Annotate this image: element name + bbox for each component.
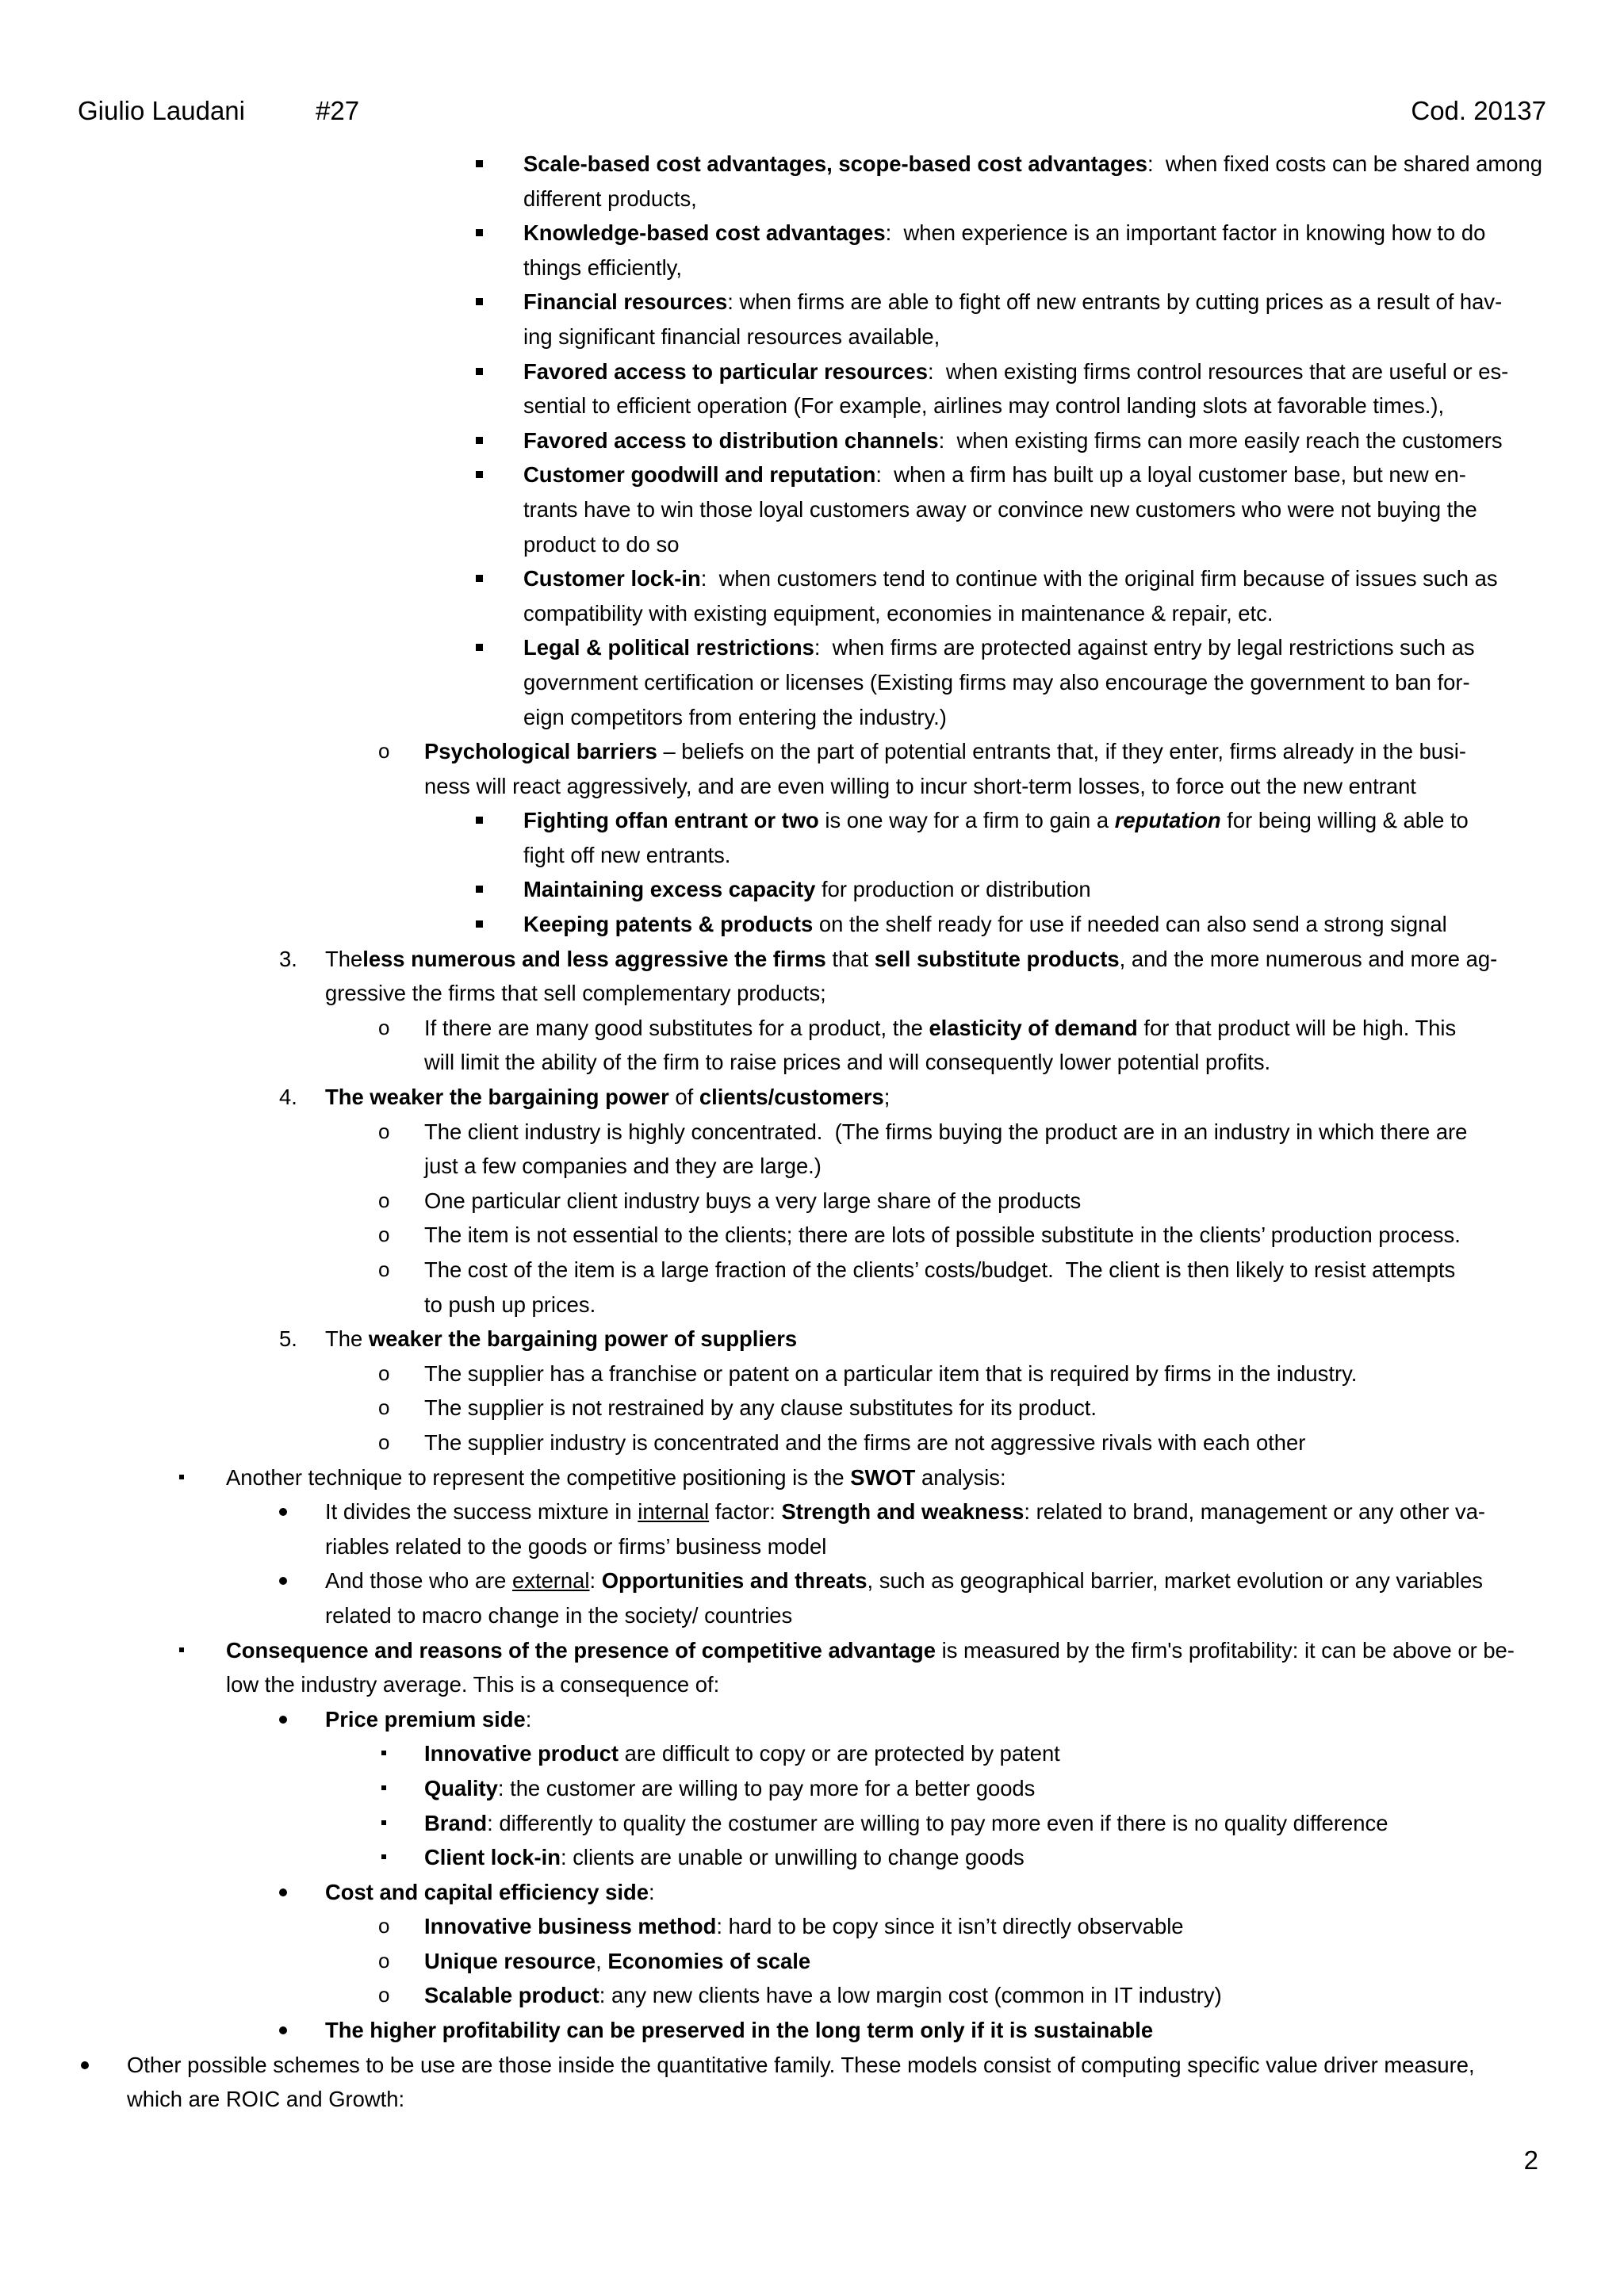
text-segment: Keeping patents & products [523,912,814,937]
text-line [424,1771,1545,1806]
text-segment: ness will react aggressively, and are even willing to incur short-term losses, to force out the new entrant [424,773,1416,798]
text-segment: related to macro change in the society/ countries [325,1602,793,1628]
text-segment: fight off new entrants. [523,842,731,867]
text-segment: : any new clients have a low margin cost (common in IT industry) [599,1983,1222,2008]
text-segment: Psychological barriers [424,739,657,764]
list-item-text [424,1425,1545,1460]
text-segment: Other possible schemes to be use are those inside the quantitative family. These models consist of computing specific value driver measure, [127,2052,1475,2077]
text-segment: factor: [709,1499,782,1525]
text-line [424,734,1545,769]
list-item [0,1460,1624,1495]
text-line [523,423,1545,458]
circle-bullet-icon: o [378,1429,390,1454]
square-bullet-icon [476,298,483,305]
list-item-text [424,1253,1545,1322]
list-item [0,2013,1624,2048]
text-line [523,320,1545,354]
small-square-bullet-icon [179,1475,184,1479]
dot-bullet-icon [279,1716,287,1724]
list-item [0,1978,1624,2013]
text-line [424,1978,1545,2013]
text-line [325,2013,1545,2048]
list-item-text [523,285,1545,354]
dot-bullet-icon [279,2026,287,2034]
circle-bullet-icon: o [378,739,390,763]
text-segment: of [668,1085,699,1110]
list-item [0,942,1624,1011]
list-item [0,1322,1624,1357]
text-segment: , and the more numerous and more ag- [1119,946,1498,971]
list-item [0,803,1624,872]
list-item-text [424,1115,1545,1184]
text-line [523,527,1545,562]
list-item [0,1702,1624,1737]
text-line [523,665,1545,700]
list-item-text [424,1944,1545,1979]
circle-bullet-icon: o [378,1395,390,1420]
text-line [523,285,1545,320]
list-item [0,423,1624,458]
text-line [523,630,1545,665]
small-square-bullet-icon [381,1820,386,1825]
text-segment: for being willing & able to [1220,808,1469,833]
text-segment: Customer goodwill and reputation [523,462,876,488]
text-segment: weaker the bargaining power of suppliers [368,1326,798,1352]
text-segment: Innovative product [424,1741,619,1766]
text-segment: on the shelf ready for use if needed can also send a strong signal [813,912,1447,937]
text-segment: The supplier has a franchise or patent on a particular item that is required by firms in the industry. [424,1360,1358,1386]
text-segment: : when fixed costs can be shared among [1147,151,1542,176]
text-line [523,388,1545,423]
list-item [0,1909,1624,1944]
text-segment: The client industry is highly concentrated. (The firms buying the product are in an industry in which there are [424,1119,1468,1144]
text-segment: : when firms are able to fight off new entrants by cutting prices as a result of hav- [727,289,1503,315]
list-item [0,457,1624,561]
list-item-text [523,354,1545,423]
list-item-text [523,907,1545,942]
list-item [0,1736,1624,1771]
list-item-text [523,561,1545,630]
list-item-text [325,1875,1545,1910]
document-body [0,147,1624,2117]
text-segment: , [596,1948,608,1973]
text-segment: ; [883,1085,891,1110]
text-segment: trants have to win those loyal customers away or convince new customers who were not buying the [523,496,1477,522]
square-bullet-icon [476,229,483,236]
text-segment: riables related to the goods or firms’ business model [325,1533,827,1559]
list-item [0,872,1624,907]
square-bullet-icon [476,160,483,167]
text-line [424,1218,1545,1253]
dot-bullet-icon [279,1508,287,1516]
text-segment: Strength and weakness [781,1499,1025,1525]
list-item-text [523,216,1545,285]
list-item-text [325,942,1545,1011]
text-line [424,1011,1545,1046]
text-segment: And those who are [325,1568,513,1594]
circle-bullet-icon: o [378,1360,390,1385]
list-item [0,1425,1624,1460]
list-item [0,1115,1624,1184]
list-item [0,216,1624,285]
text-segment: to push up prices. [424,1292,596,1317]
text-segment: different products, [523,186,697,211]
list-item-text [325,1494,1545,1563]
list-item [0,354,1624,423]
header-number: #27 [316,96,360,125]
text-segment: Another technique to represent the competitive positioning is the [226,1464,851,1490]
list-item [0,1563,1624,1632]
dot-bullet-icon [81,2061,89,2069]
text-segment: Legal & political restrictions [523,635,814,660]
text-segment: The item is not essential to the clients; there are lots of possible substitute in the clients’ production process. [424,1223,1461,1248]
list-item-text [325,1563,1545,1632]
text-segment: Maintaining excess capacity [523,877,816,902]
text-segment: that [825,946,875,971]
text-line [424,1253,1545,1288]
list-item [0,1253,1624,1322]
text-line [424,1288,1545,1322]
text-segment: Client lock-in [424,1845,561,1870]
list-item-text [325,1702,1545,1737]
text-segment: Customer lock-in [523,566,701,591]
circle-bullet-icon: o [378,1015,390,1039]
text-segment: Quality [424,1775,498,1800]
text-line [325,976,1545,1011]
list-item-text [424,1736,1545,1771]
text-segment: : when firms are protected against entry by legal restrictions such as [814,635,1475,660]
text-segment: : differently to quality the costumer are willing to pay more even if there is no quality difference [487,1810,1388,1835]
square-bullet-icon [476,575,483,582]
text-segment: eign competitors from entering the industry.) [523,704,947,729]
list-item [0,1218,1624,1253]
text-segment: : [589,1568,602,1594]
circle-bullet-icon: o [378,1119,390,1143]
list-item-text [127,2048,1545,2117]
text-segment: internal [638,1499,710,1525]
text-segment: analysis: [915,1464,1006,1490]
square-bullet-icon [476,920,483,928]
text-segment: which are ROIC and Growth: [127,2087,405,2112]
list-item-text [523,803,1545,872]
text-segment: clients/customers [699,1085,884,1110]
text-segment: The higher profitability can be preserved in the long term only if it is sustainable [325,2018,1154,2043]
text-segment: Consequence and reasons of the presence of competitive advantage [226,1637,936,1663]
small-square-bullet-icon [381,1785,386,1790]
text-segment: Price premium side [325,1706,526,1732]
text-line [424,1806,1545,1841]
dot-bullet-icon [279,1577,287,1585]
list-item [0,907,1624,942]
text-segment: product to do so [523,531,680,557]
circle-bullet-icon: o [378,1983,390,2007]
text-segment: The [325,1326,369,1352]
text-segment: Favored access to particular resources [523,358,929,384]
page-number: 2 [1523,2145,1538,2175]
square-bullet-icon [476,471,483,478]
text-segment: ing significant financial resources available, [523,323,940,349]
list-item-text [226,1633,1545,1702]
text-line [523,354,1545,389]
circle-bullet-icon: o [378,1948,390,1973]
text-segment: Brand [424,1810,488,1835]
text-segment: less numerous and less aggressive the firms [362,946,826,971]
list-item-text [226,1460,1545,1495]
text-segment: The supplier is not restrained by any clause substitutes for its product. [424,1395,1097,1421]
text-line [523,147,1545,182]
text-segment: Fighting offan entrant or two [523,808,819,833]
text-line [523,907,1545,942]
text-segment: : [648,1879,655,1904]
text-line [523,803,1545,838]
square-bullet-icon [476,368,483,375]
text-segment: sell substitute products [874,946,1120,971]
text-line [523,216,1545,251]
text-line [424,1357,1545,1391]
text-segment: elasticity of demand [929,1015,1138,1040]
text-segment: compatibility with existing equipment, economies in maintenance & repair, etc. [523,600,1274,626]
square-bullet-icon [476,817,483,824]
list-item [0,1080,1624,1115]
header-author: Giulio Laudani [78,96,245,125]
list-item [0,561,1624,630]
text-segment: : when experience is an important factor in knowing how to do [885,220,1486,246]
list-item [0,630,1624,734]
list-item [0,1944,1624,1979]
text-segment: It divides the success mixture in [325,1499,638,1525]
text-line [523,492,1545,527]
text-segment: , such as geographical barrier, market evolution or any variables [867,1568,1484,1594]
list-item [0,1875,1624,1910]
circle-bullet-icon: o [378,1914,390,1938]
list-item [0,1633,1624,1702]
text-segment: : when existing firms control resources that are useful or es- [928,358,1509,384]
circle-bullet-icon: o [378,1223,390,1247]
text-segment: If there are many good substitutes for a product, the [424,1015,929,1040]
text-segment: for that product will be high. This [1137,1015,1457,1040]
list-item-text [424,1840,1545,1875]
text-line [424,1944,1545,1979]
text-line [523,561,1545,596]
list-item-text [424,1011,1545,1080]
text-segment: – beliefs on the part of potential entrants that, if they enter, firms already in the busi- [657,739,1466,764]
text-line [127,2082,1545,2117]
text-line [325,1529,1545,1564]
list-item-text [523,147,1545,216]
text-segment: will limit the ability of the firm to raise prices and will consequently lower potential profits. [424,1050,1271,1075]
text-line [424,1115,1545,1150]
text-line [226,1460,1545,1495]
list-item-text [424,1184,1545,1219]
dot-bullet-icon [279,1888,287,1896]
list-item-text [325,1322,1545,1357]
text-segment: : clients are unable or unwilling to change goods [560,1845,1025,1870]
text-line [424,769,1545,804]
text-segment: Opportunities and threats [601,1568,868,1594]
text-line [226,1633,1545,1668]
text-line [424,1425,1545,1460]
list-item-text [424,1909,1545,1944]
circle-bullet-icon: o [378,1257,390,1281]
list-item [0,1357,1624,1391]
text-segment: government certification or licenses (Existing firms may also encourage the government to ban for- [523,669,1470,695]
text-segment: : related to brand, management or any other va- [1024,1499,1486,1525]
text-line [424,1909,1545,1944]
text-line [325,1563,1545,1598]
list-item [0,1771,1624,1806]
text-segment: for production or distribution [815,877,1091,902]
text-line [424,1736,1545,1771]
text-line [424,1840,1545,1875]
list-item-text [523,630,1545,734]
text-segment: Financial resources [523,289,728,315]
text-line [523,700,1545,735]
text-segment: is one way for a firm to gain a [818,808,1115,833]
list-item [0,1806,1624,1841]
text-segment: sential to efficient operation (For example, airlines may control landing slots at favorable times.), [523,393,1445,419]
text-segment: : the customer are willing to pay more for a better goods [497,1775,1036,1800]
text-line [127,2048,1545,2083]
text-segment: One particular client industry buys a very large share of the products [424,1188,1082,1213]
list-item-text [325,1080,1545,1115]
list-item [0,1011,1624,1080]
text-line [325,1322,1545,1357]
header-code: Cod. 20137 [1411,96,1546,125]
text-line [523,251,1545,285]
list-item-text [424,1978,1545,2013]
list-number: 3. [279,946,297,971]
list-item [0,1391,1624,1425]
list-item-text [523,457,1545,561]
text-line [226,1667,1545,1702]
list-item-text [523,423,1545,458]
text-segment: The cost of the item is a large fraction of the clients’ costs/budget. The client is then likely to resist attempts [424,1257,1456,1282]
text-segment: gressive the firms that sell complementary products; [325,981,826,1006]
text-segment: reputation [1114,808,1221,833]
text-segment: just a few companies and they are large.) [424,1154,822,1179]
text-segment: The [325,946,363,971]
text-line [424,1184,1545,1219]
list-number: 5. [279,1326,297,1352]
list-number: 4. [279,1085,297,1110]
text-segment: Innovative business method [424,1914,717,1939]
list-item-text [424,1391,1545,1425]
text-segment: external [512,1568,590,1594]
text-segment: Favored access to distribution channels [523,427,939,453]
list-item-text [424,1357,1545,1391]
text-segment: low the industry average. This is a consequence of: [226,1672,720,1697]
list-item [0,1840,1624,1875]
text-line [424,1391,1545,1425]
text-segment: Knowledge-based cost advantages [523,220,886,246]
list-item-text [325,2013,1545,2048]
list-item-text [523,872,1545,907]
text-line [325,1080,1545,1115]
text-line [325,1598,1545,1633]
list-item [0,1184,1624,1219]
list-item [0,285,1624,354]
text-line [325,1494,1545,1529]
text-segment: : when a firm has built up a loyal customer base, but new en- [875,462,1466,488]
text-line [523,457,1545,492]
text-segment: things efficiently, [523,254,682,280]
list-item [0,734,1624,803]
text-segment: is measured by the firm's profitability: it can be above or be- [936,1637,1515,1663]
square-bullet-icon [476,644,483,651]
text-segment: : [525,1706,532,1732]
text-line [523,872,1545,907]
text-segment: Cost and capital efficiency side [325,1879,649,1904]
square-bullet-icon [476,437,483,444]
text-segment: : when customers tend to continue with the original firm because of issues such as [700,566,1498,591]
text-line [325,1875,1545,1910]
small-square-bullet-icon [381,1854,386,1859]
text-line [424,1045,1545,1080]
text-segment: Economies of scale [607,1948,811,1973]
square-bullet-icon [476,886,483,893]
text-segment: SWOT [850,1464,916,1490]
text-segment: : when existing firms can more easily reach the customers [938,427,1503,453]
text-segment: Unique resource [424,1948,596,1973]
list-item [0,147,1624,216]
list-item-text [424,1771,1545,1806]
list-item-text [424,734,1545,803]
text-line [523,182,1545,216]
list-item [0,1494,1624,1563]
text-segment: : hard to be copy since it isn’t directly observable [716,1914,1184,1939]
text-line [325,942,1545,977]
text-segment: The supplier industry is concentrated and the firms are not aggressive rivals with each other [424,1429,1306,1455]
text-line [523,838,1545,873]
text-line [424,1149,1545,1184]
text-segment: Scale-based cost advantages, scope-based cost advantages [523,151,1148,176]
list-item-text [424,1806,1545,1841]
list-item [0,2048,1624,2117]
text-line [523,596,1545,631]
small-square-bullet-icon [179,1647,184,1652]
text-segment: Scalable product [424,1983,599,2008]
list-item-text [424,1218,1545,1253]
small-square-bullet-icon [381,1751,386,1755]
text-segment: are difficult to copy or are protected by patent [619,1741,1060,1766]
text-line [325,1702,1545,1737]
text-segment: The weaker the bargaining power [325,1085,669,1110]
circle-bullet-icon: o [378,1188,390,1212]
